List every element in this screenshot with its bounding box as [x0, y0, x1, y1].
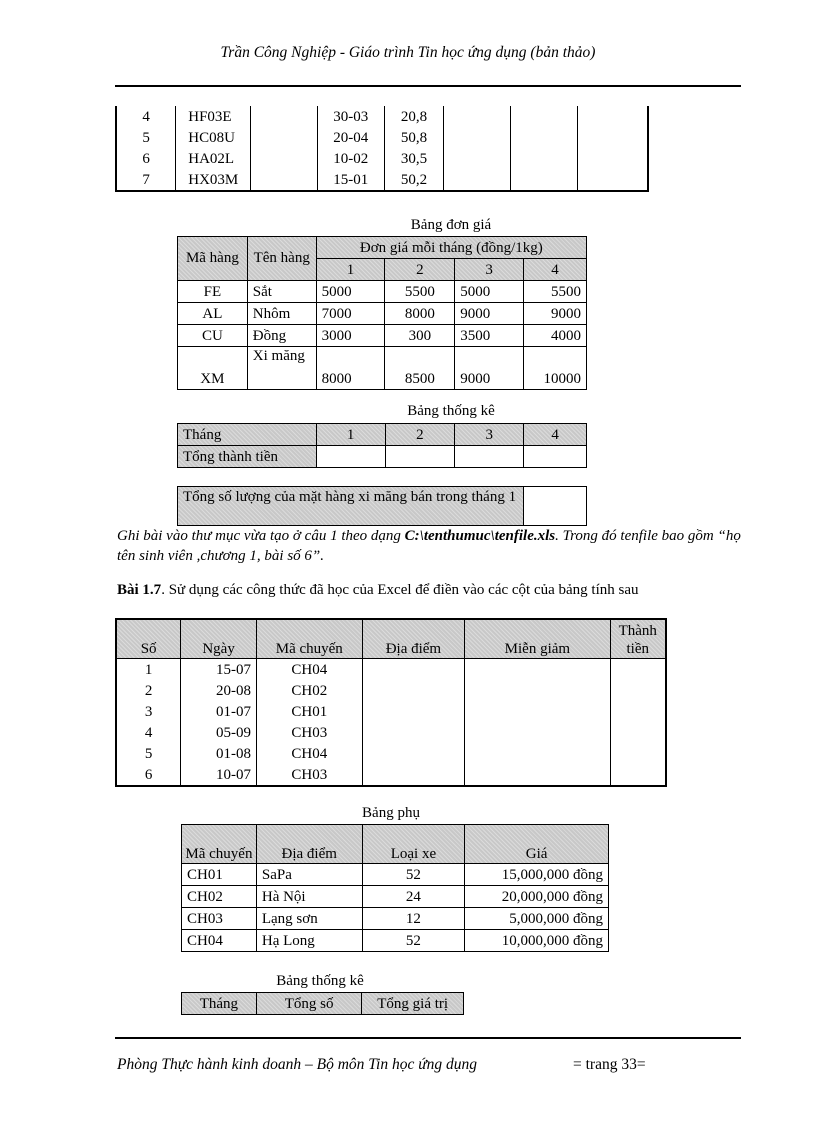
table-row — [116, 722, 666, 743]
table-cell: 8500 — [385, 347, 455, 390]
table-cell: CH01 — [182, 864, 257, 886]
bang-phu-caption: Bảng phụ — [362, 805, 420, 821]
table-cell — [577, 148, 648, 169]
header-cell: Miễn giảm — [465, 619, 610, 659]
table-row — [116, 106, 648, 127]
table-cell — [465, 701, 610, 722]
table-row — [178, 325, 587, 347]
table-cell — [610, 701, 666, 722]
table-cell: Hà Nội — [256, 886, 362, 908]
table-row — [116, 701, 666, 722]
header-cell: Loại xe — [362, 825, 465, 864]
table-cell: 12 — [362, 908, 465, 930]
tk-month-2: 2 — [385, 424, 455, 446]
table-cell: CH03 — [182, 908, 257, 930]
table-cell: CH03 — [256, 764, 362, 786]
don-gia-caption: Bảng đơn giá — [410, 217, 492, 233]
table-cell: 30-03 — [317, 106, 384, 127]
bang-phu-table — [181, 824, 609, 952]
table-cell: FE — [178, 281, 248, 303]
table-cell — [251, 169, 318, 191]
tk-cell — [524, 446, 587, 468]
table-cell: 9000 — [455, 303, 524, 325]
col-ten-hang: Tên hàng — [247, 237, 316, 281]
header-rule — [115, 85, 741, 87]
table-row — [182, 886, 609, 908]
table-cell: 300 — [385, 325, 455, 347]
table-cell: 5 — [116, 127, 176, 148]
table-cell: 20,8 — [384, 106, 444, 127]
table-cell — [577, 106, 648, 127]
table-cell: CH04 — [182, 930, 257, 952]
trip-table — [115, 618, 667, 787]
table-cell: 8000 — [316, 347, 385, 390]
table-row — [182, 908, 609, 930]
table-row — [182, 864, 609, 886]
table-cell — [362, 722, 465, 743]
table-row — [116, 764, 666, 786]
header-cell: Mã chuyến — [256, 619, 362, 659]
table-cell: 4000 — [524, 325, 587, 347]
table-cell: 05-09 — [181, 722, 257, 743]
table-cell: HA02L — [176, 148, 251, 169]
sales-table-continued — [115, 106, 649, 192]
table-row — [178, 303, 587, 325]
table-cell: 10-07 — [181, 764, 257, 786]
table-cell — [610, 680, 666, 701]
table-row — [116, 659, 666, 681]
tk-month-4: 4 — [524, 424, 587, 446]
table-cell: 15-01 — [317, 169, 384, 191]
thang-label: Tháng — [178, 424, 317, 446]
table-cell: 3500 — [455, 325, 524, 347]
xi-mang-value — [524, 487, 587, 526]
tk-cell — [455, 446, 524, 468]
table-cell: Sắt — [247, 281, 316, 303]
table-cell: 30,5 — [384, 148, 444, 169]
thong-ke1-caption: Bảng thống kê — [407, 403, 495, 419]
table-cell: 5500 — [385, 281, 455, 303]
footer-page-number: = trang 33= — [573, 1056, 646, 1073]
table-cell: CH02 — [182, 886, 257, 908]
tk-month-1: 1 — [316, 424, 385, 446]
table-row — [182, 930, 609, 952]
table-cell — [511, 127, 578, 148]
table-cell: 10-02 — [317, 148, 384, 169]
table-cell: AL — [178, 303, 248, 325]
table-cell — [511, 169, 578, 191]
table-cell: HF03E — [176, 106, 251, 127]
month-2: 2 — [385, 259, 455, 281]
table-cell — [610, 743, 666, 764]
table-cell: HC08U — [176, 127, 251, 148]
table-cell: 1 — [116, 659, 181, 681]
table-cell: 20-04 — [317, 127, 384, 148]
month-1: 1 — [316, 259, 385, 281]
table-cell — [444, 169, 511, 191]
table-cell — [465, 722, 610, 743]
table-cell — [465, 659, 610, 681]
exercise-heading — [117, 580, 757, 600]
table-cell — [610, 764, 666, 786]
note-path: C:\tenthumuc\tenfile.xls — [404, 528, 556, 544]
table-cell: 6 — [116, 764, 181, 786]
col-don-gia-group: Đơn giá mỗi tháng (đồng/1kg) — [316, 237, 586, 259]
table-cell — [610, 659, 666, 681]
don-gia-table — [177, 236, 587, 390]
table-cell: CH03 — [256, 722, 362, 743]
table-cell — [362, 659, 465, 681]
footer-rule — [115, 1037, 741, 1039]
table-row — [116, 127, 648, 148]
table-cell — [465, 680, 610, 701]
table-cell — [362, 764, 465, 786]
table-row — [116, 680, 666, 701]
thong-ke2-table — [181, 992, 464, 1015]
note-part2: . Trong đó tenfile bao gồm “họ tên sinh viên ,chương 1, bài số 6”. — [117, 528, 741, 564]
table-cell: 8000 — [385, 303, 455, 325]
table-cell: CH02 — [256, 680, 362, 701]
header-cell: Ngày — [181, 619, 257, 659]
table-cell: 50,8 — [384, 127, 444, 148]
table-cell: 52 — [362, 930, 465, 952]
table-row — [116, 743, 666, 764]
table-row — [178, 281, 587, 303]
table-cell: XM — [178, 347, 248, 390]
note-paragraph — [117, 526, 743, 566]
col-ma-hang: Mã hàng — [178, 237, 248, 281]
table-cell: Xi măng — [247, 347, 316, 390]
table-row — [178, 347, 587, 390]
table-cell — [251, 148, 318, 169]
table-cell: 7000 — [316, 303, 385, 325]
table-cell: 5000 — [455, 281, 524, 303]
thong-ke2-caption: Bảng thống kê — [276, 973, 364, 989]
table-row — [116, 148, 648, 169]
table-cell: HX03M — [176, 169, 251, 191]
table-cell: 4 — [116, 106, 176, 127]
table-cell — [465, 743, 610, 764]
exercise-label: Bài 1.7 — [117, 582, 162, 598]
month-4: 4 — [524, 259, 587, 281]
table-cell — [610, 722, 666, 743]
table-cell: 15,000,000 đồng — [465, 864, 609, 886]
header-cell: Tháng — [182, 993, 257, 1015]
table-cell: 01-08 — [181, 743, 257, 764]
table-cell — [444, 106, 511, 127]
header-cell: Giá — [465, 825, 609, 864]
table-cell — [362, 701, 465, 722]
tk-cell — [385, 446, 455, 468]
note-part1: Ghi bài vào thư mục vừa tạo ở câu 1 theo dạng — [117, 528, 405, 544]
table-cell: 5 — [116, 743, 181, 764]
table-cell: Đồng — [247, 325, 316, 347]
table-cell: 10,000,000 đồng — [465, 930, 609, 952]
table-cell: 5500 — [524, 281, 587, 303]
table-cell: 3000 — [316, 325, 385, 347]
table-row — [116, 169, 648, 191]
table-cell: 20,000,000 đồng — [465, 886, 609, 908]
header-cell: Tổng giá trị — [362, 993, 464, 1015]
table-cell — [511, 106, 578, 127]
table-cell: 6 — [116, 148, 176, 169]
table-cell: 50,2 — [384, 169, 444, 191]
page-header: Trần Công Nghiệp - Giáo trình Tin học ứng dụng (bản thảo) — [220, 44, 596, 61]
table-cell: 01-07 — [181, 701, 257, 722]
table-cell: CH04 — [256, 659, 362, 681]
table-cell — [251, 127, 318, 148]
table-cell: SaPa — [256, 864, 362, 886]
month-3: 3 — [455, 259, 524, 281]
tong-thanh-tien-label: Tổng thành tiền — [178, 446, 317, 468]
table-cell — [577, 127, 648, 148]
table-cell: 4 — [116, 722, 181, 743]
header-cell: Tổng số — [256, 993, 362, 1015]
table-cell: 9000 — [455, 347, 524, 390]
header-cell: Địa điểm — [362, 619, 465, 659]
table-cell: 52 — [362, 864, 465, 886]
footer-left: Phòng Thực hành kinh doanh – Bộ môn Tin học ứng dụng — [117, 1056, 478, 1073]
table-cell: 2 — [116, 680, 181, 701]
table-cell: 15-07 — [181, 659, 257, 681]
table-cell: Nhôm — [247, 303, 316, 325]
exercise-text: . Sử dụng các công thức đã học của Excel để điền vào các cột của bảng tính sau — [161, 582, 639, 598]
table-cell: 24 — [362, 886, 465, 908]
xi-mang-label: Tổng số lượng của mặt hàng xi măng bán trong tháng 1 — [178, 487, 524, 526]
tk-cell — [316, 446, 385, 468]
header-cell: Địa điểm — [256, 825, 362, 864]
table-cell: CH01 — [256, 701, 362, 722]
table-cell: CU — [178, 325, 248, 347]
table-cell — [465, 764, 610, 786]
table-cell — [577, 169, 648, 191]
header-cell: Mã chuyến — [182, 825, 257, 864]
table-cell — [444, 148, 511, 169]
table-cell: 3 — [116, 701, 181, 722]
table-cell — [251, 106, 318, 127]
table-cell: 5000 — [316, 281, 385, 303]
xi-mang-box — [177, 486, 587, 526]
table-cell: 10000 — [524, 347, 587, 390]
thong-ke1-table — [177, 423, 587, 468]
table-cell — [444, 127, 511, 148]
table-cell: Hạ Long — [256, 930, 362, 952]
table-cell — [362, 680, 465, 701]
table-cell: 7 — [116, 169, 176, 191]
header-cell: Số — [116, 619, 181, 659]
table-cell — [511, 148, 578, 169]
table-cell: 20-08 — [181, 680, 257, 701]
table-cell — [362, 743, 465, 764]
tk-month-3: 3 — [455, 424, 524, 446]
table-cell: 9000 — [524, 303, 587, 325]
table-cell: Lạng sơn — [256, 908, 362, 930]
table-cell: CH04 — [256, 743, 362, 764]
header-cell: Thành tiền — [610, 619, 666, 659]
table-cell: 5,000,000 đồng — [465, 908, 609, 930]
